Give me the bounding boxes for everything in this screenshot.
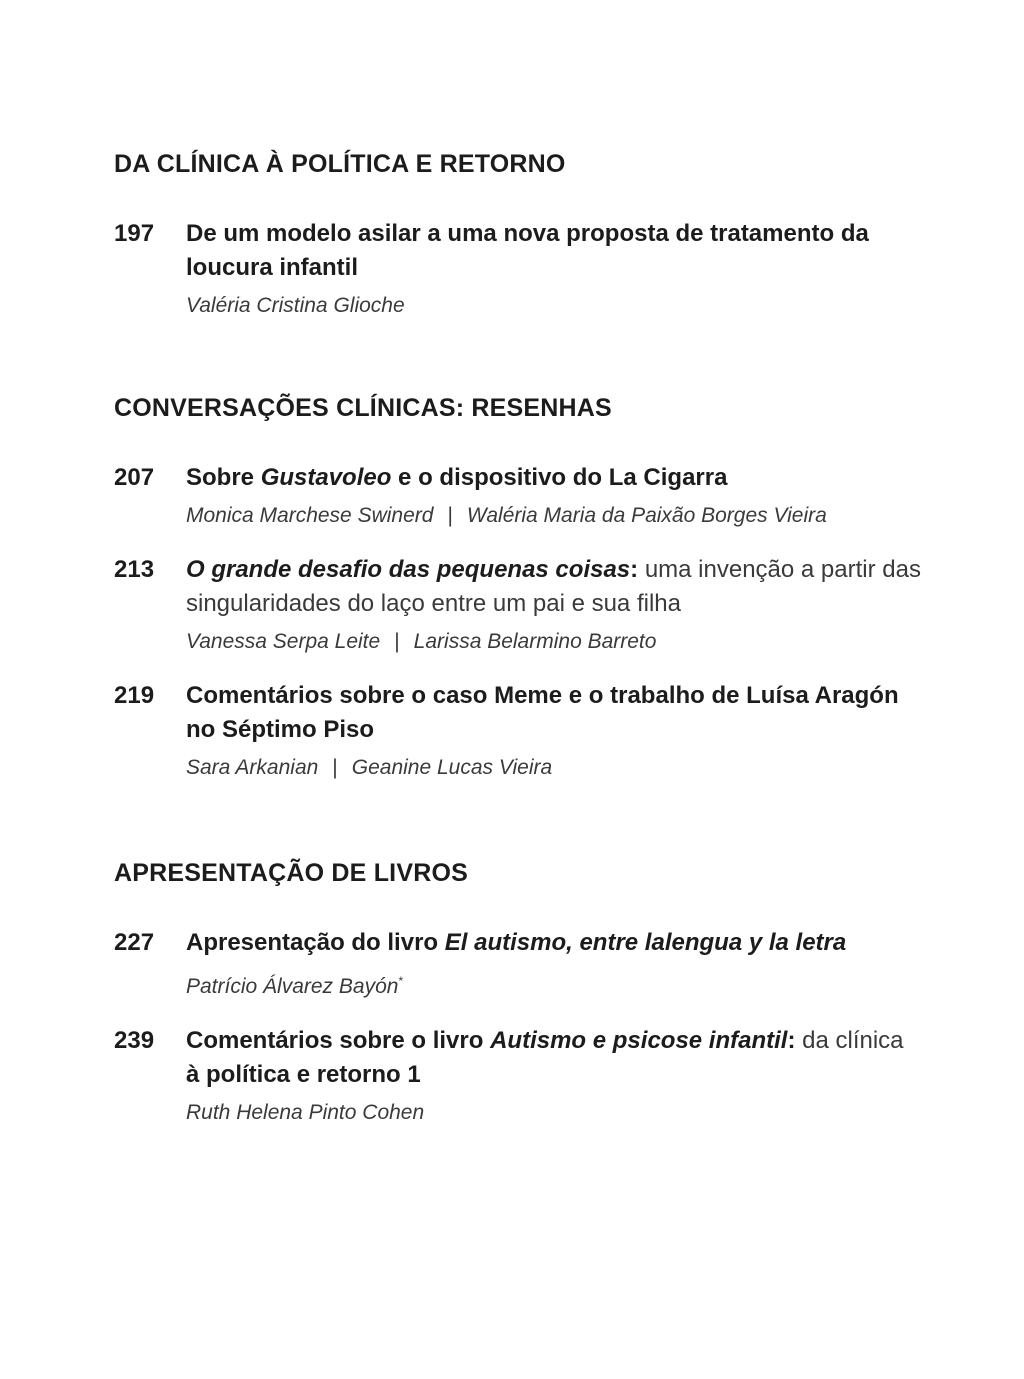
entry-title-text: Comentários sobre o caso Meme e o trabalho de Luísa Aragón no Séptimo Piso <box>186 682 899 743</box>
entry-title-text: à política e retorno 1 <box>186 1061 421 1088</box>
page-number: 207 <box>114 464 155 491</box>
entry-authors <box>186 966 934 1002</box>
author-name: Valéria Cristina Glioche <box>186 294 405 317</box>
toc-entry <box>114 217 934 321</box>
toc-entry <box>114 553 934 657</box>
entry-title-text: e o dispositivo do La Cigarra <box>391 464 728 491</box>
entry-title-text: Apresentação do livro <box>186 929 445 956</box>
author-separator: | <box>394 630 400 653</box>
page-number: 213 <box>114 556 155 583</box>
entry-title <box>186 553 934 621</box>
entry-authors <box>186 501 934 531</box>
entry-title-colon: : <box>630 556 639 583</box>
entry-title-colon: : <box>787 1027 796 1054</box>
toc-section <box>114 149 934 321</box>
author-name: Sara Arkanian <box>186 756 319 779</box>
page-number: 219 <box>114 682 155 709</box>
entry-title-work: El autismo, entre lalengua y la letra <box>444 929 847 956</box>
section-heading: DA CLÍNICA À POLÍTICA E RETORNO <box>114 150 566 178</box>
entry-title <box>186 217 934 285</box>
toc-section <box>114 393 934 783</box>
toc-section <box>114 858 934 1128</box>
toc-entry <box>114 926 934 1002</box>
author-name: Vanessa Serpa Leite <box>186 630 381 653</box>
entry-title-work: O grande desafio das pequenas coisas <box>186 556 631 583</box>
entry-authors <box>186 627 934 657</box>
entry-authors <box>186 291 934 321</box>
section-heading: CONVERSAÇÕES CLÍNICAS: RESENHAS <box>114 394 612 422</box>
page-number: 227 <box>114 929 155 956</box>
footnote-mark: * <box>398 974 404 988</box>
entry-authors <box>186 1098 934 1128</box>
page-number: 197 <box>114 220 155 247</box>
toc-entry <box>114 679 934 783</box>
section-heading: APRESENTAÇÃO DE LIVROS <box>114 859 468 887</box>
toc-entry <box>114 461 934 531</box>
entry-title <box>186 461 934 495</box>
author-name: Waléria Maria da Paixão Borges Vieira <box>466 504 827 527</box>
entry-title-work: Gustavoleo <box>260 464 392 491</box>
entry-subtitle: uma invenção a partir das singularidades do laço entre um pai e sua filha <box>186 556 921 617</box>
author-separator: | <box>332 756 338 779</box>
entry-title-text: Comentários sobre o livro <box>186 1027 491 1054</box>
entry-authors <box>186 753 934 783</box>
entry-title <box>186 1024 934 1092</box>
author-name: Larissa Belarmino Barreto <box>413 630 657 653</box>
entry-subtitle: da clínica <box>795 1027 904 1054</box>
entry-title <box>186 926 934 960</box>
entry-title-text: De um modelo asilar a uma nova proposta de tratamento da loucura infantil <box>186 220 869 281</box>
author-name: Ruth Helena Pinto Cohen <box>186 1101 425 1124</box>
page-number: 239 <box>114 1027 155 1054</box>
author-separator: | <box>447 504 453 527</box>
entry-title <box>186 679 934 747</box>
author-name: Patrício Álvarez Bayón <box>186 975 399 998</box>
author-name: Monica Marchese Swinerd <box>186 504 434 527</box>
entry-title-work: Autismo e psicose infantil <box>490 1027 788 1054</box>
toc-entry <box>114 1024 934 1128</box>
entry-title-text: Sobre <box>186 464 261 491</box>
author-name: Geanine Lucas Vieira <box>351 756 553 779</box>
